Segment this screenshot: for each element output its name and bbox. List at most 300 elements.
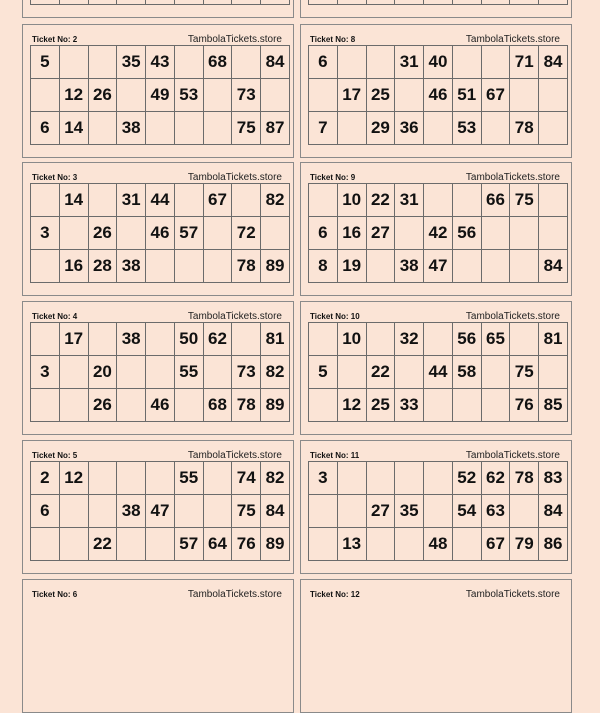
ticket-cell [31,184,60,217]
ticket-cell: 31 [395,46,424,79]
ticket-cell [452,528,481,561]
ticket-cell [309,323,338,356]
ticket-cell: 35 [395,495,424,528]
ticket-cell [117,0,146,5]
ticket-grid [30,183,290,283]
ticket-cell: 67 [481,528,510,561]
ticket-cell: 12 [59,462,88,495]
ticket-site-name: TambolaTickets.store [465,589,560,600]
ticket-cell [174,250,203,283]
tambola-ticket [300,162,572,296]
ticket-cell [452,184,481,217]
ticket-cell [203,495,232,528]
ticket-row [309,389,568,422]
ticket-cell: 5 [309,356,338,389]
ticket-cell: 22 [88,528,117,561]
ticket-cell: 55 [174,356,203,389]
ticket-cell [309,184,338,217]
ticket-cell: 44 [424,356,453,389]
ticket-cell [88,0,117,5]
tambola-ticket [300,579,572,713]
ticket-cell: 40 [424,46,453,79]
ticket-cell: 78 [232,389,261,422]
ticket-cell [337,46,366,79]
ticket-cell: 78 [510,112,539,145]
ticket-cell: 55 [174,462,203,495]
ticket-cell [203,250,232,283]
ticket-row [309,217,568,250]
ticket-cell: 75 [510,356,539,389]
ticket-cell [395,217,424,250]
ticket-cell: 87 [261,112,290,145]
ticket-cell [424,112,453,145]
ticket-cell [337,462,366,495]
ticket-cell: 6 [309,46,338,79]
ticket-cell: 68 [203,389,232,422]
ticket-cell: 26 [88,79,117,112]
ticket-cell: 46 [146,217,175,250]
ticket-cell: 13 [337,528,366,561]
ticket-cell: 75 [232,495,261,528]
ticket-cell [174,184,203,217]
ticket-row [309,250,568,283]
ticket-grid [30,45,290,145]
ticket-cell [424,184,453,217]
ticket-cell [510,217,539,250]
ticket-cell [146,0,175,5]
ticket-grid [308,45,568,145]
ticket-site-name: TambolaTickets.store [465,34,560,45]
ticket-header [32,587,286,601]
ticket-cell [395,0,424,5]
ticket-cell [174,112,203,145]
ticket-cell: 83 [539,462,568,495]
ticket-cell: 5 [31,46,60,79]
ticket-cell: 53 [174,79,203,112]
ticket-cell [59,356,88,389]
ticket-cell [395,462,424,495]
ticket-cell: 76 [232,528,261,561]
ticket-cell [395,356,424,389]
ticket-cell [424,323,453,356]
ticket-number: Ticket No: 6 [32,590,78,599]
ticket-cell [366,323,395,356]
ticket-number: Ticket No: 2 [32,35,78,44]
ticket-grid [30,322,290,422]
ticket-row [309,528,568,561]
ticket-cell [261,0,290,5]
ticket-cell [395,528,424,561]
ticket-cell: 26 [88,217,117,250]
ticket-header [32,309,286,323]
ticket-cell: 31 [395,184,424,217]
ticket-number: Ticket No: 3 [32,173,78,182]
ticket-cell: 16 [337,217,366,250]
ticket-grid [308,461,568,561]
ticket-cell [395,79,424,112]
ticket-site-name: TambolaTickets.store [187,450,282,461]
ticket-cell: 26 [88,389,117,422]
ticket-cell: 12 [59,79,88,112]
ticket-cell [88,323,117,356]
ticket-cell: 14 [59,184,88,217]
ticket-cell [424,462,453,495]
ticket-row [309,0,568,5]
ticket-cell: 6 [309,217,338,250]
ticket-row [309,112,568,145]
ticket-number: Ticket No: 8 [310,35,356,44]
ticket-cell: 89 [261,528,290,561]
ticket-cell: 29 [366,112,395,145]
ticket-cell [203,112,232,145]
ticket-cell: 82 [261,356,290,389]
ticket-cell: 3 [31,217,60,250]
ticket-cell: 54 [452,495,481,528]
ticket-row [31,0,290,5]
ticket-cell: 22 [366,356,395,389]
ticket-cell [424,0,453,5]
ticket-cell: 66 [481,184,510,217]
ticket-cell: 89 [261,250,290,283]
ticket-cell [232,184,261,217]
ticket-cell: 52 [452,462,481,495]
ticket-grid [30,461,290,561]
ticket-cell: 57 [174,217,203,250]
ticket-cell: 22 [366,184,395,217]
ticket-cell [146,462,175,495]
ticket-row [31,389,290,422]
ticket-cell: 84 [261,495,290,528]
ticket-cell [452,0,481,5]
ticket-cell [117,217,146,250]
ticket-cell [261,217,290,250]
ticket-cell [366,250,395,283]
ticket-cell [203,462,232,495]
ticket-cell [59,528,88,561]
ticket-cell [146,112,175,145]
ticket-site-name: TambolaTickets.store [187,311,282,322]
ticket-cell: 86 [539,528,568,561]
ticket-site-name: TambolaTickets.store [187,589,282,600]
ticket-cell: 14 [59,112,88,145]
ticket-cell: 53 [452,112,481,145]
ticket-row [31,495,290,528]
ticket-cell: 81 [261,323,290,356]
tambola-ticket [300,440,572,574]
ticket-cell: 74 [232,462,261,495]
ticket-row [31,356,290,389]
ticket-site-name: TambolaTickets.store [465,450,560,461]
ticket-cell [117,79,146,112]
ticket-cell: 84 [539,495,568,528]
ticket-cell [510,79,539,112]
ticket-row [31,79,290,112]
ticket-cell [309,389,338,422]
ticket-number: Ticket No: 4 [32,312,78,321]
ticket-site-name: TambolaTickets.store [187,34,282,45]
ticket-cell: 36 [395,112,424,145]
ticket-cell [203,0,232,5]
ticket-row [31,250,290,283]
ticket-cell [31,0,60,5]
ticket-cell: 50 [174,323,203,356]
ticket-cell: 67 [203,184,232,217]
ticket-cell [59,0,88,5]
ticket-header [32,448,286,462]
ticket-row [309,495,568,528]
ticket-cell: 85 [539,389,568,422]
ticket-grid [30,0,290,5]
ticket-cell [337,0,366,5]
ticket-cell [59,495,88,528]
ticket-cell [88,112,117,145]
ticket-cell: 56 [452,323,481,356]
ticket-cell [510,323,539,356]
ticket-cell [366,528,395,561]
ticket-cell: 67 [481,79,510,112]
ticket-row [309,46,568,79]
ticket-cell: 7 [309,112,338,145]
ticket-row [309,184,568,217]
ticket-header [310,448,564,462]
ticket-cell: 73 [232,79,261,112]
ticket-header [32,32,286,46]
ticket-cell: 81 [539,323,568,356]
ticket-cell: 6 [31,112,60,145]
ticket-site-name: TambolaTickets.store [187,172,282,183]
ticket-cell: 38 [395,250,424,283]
ticket-cell [203,217,232,250]
ticket-cell [539,184,568,217]
ticket-site-name: TambolaTickets.store [465,311,560,322]
ticket-cell [510,0,539,5]
ticket-cell: 3 [31,356,60,389]
ticket-cell: 65 [481,323,510,356]
ticket-cell [366,462,395,495]
ticket-cell: 10 [337,323,366,356]
ticket-cell [481,112,510,145]
ticket-cell [31,79,60,112]
ticket-cell [510,495,539,528]
ticket-cell [309,0,338,5]
ticket-cell: 25 [366,389,395,422]
ticket-header [310,170,564,184]
ticket-cell [174,0,203,5]
ticket-row [309,323,568,356]
ticket-cell [424,495,453,528]
ticket-site-name: TambolaTickets.store [465,172,560,183]
ticket-cell [261,79,290,112]
ticket-cell: 28 [88,250,117,283]
ticket-cell: 82 [261,184,290,217]
ticket-cell: 42 [424,217,453,250]
ticket-header [32,170,286,184]
ticket-number: Ticket No: 11 [310,451,360,460]
ticket-cell: 38 [117,323,146,356]
ticket-cell: 47 [424,250,453,283]
ticket-cell: 62 [203,323,232,356]
ticket-cell [203,79,232,112]
ticket-cell [424,389,453,422]
ticket-cell: 78 [232,250,261,283]
tambola-ticket [22,24,294,158]
ticket-row [309,79,568,112]
ticket-cell [366,0,395,5]
ticket-cell: 33 [395,389,424,422]
ticket-cell: 79 [510,528,539,561]
ticket-cell [174,389,203,422]
ticket-cell: 56 [452,217,481,250]
ticket-cell: 27 [366,495,395,528]
ticket-cell: 58 [452,356,481,389]
ticket-cell: 71 [510,46,539,79]
ticket-cell: 47 [146,495,175,528]
ticket-cell [309,79,338,112]
ticket-cell: 17 [337,79,366,112]
ticket-cell: 3 [309,462,338,495]
ticket-grid [308,183,568,283]
ticket-cell: 75 [510,184,539,217]
tambola-ticket [22,579,294,713]
ticket-number: Ticket No: 10 [310,312,360,321]
ticket-cell [309,495,338,528]
ticket-cell [452,250,481,283]
ticket-cell: 19 [337,250,366,283]
ticket-cell: 84 [539,46,568,79]
ticket-grid [308,322,568,422]
ticket-cell [88,495,117,528]
ticket-cell: 51 [452,79,481,112]
ticket-cell [88,184,117,217]
ticket-row [31,217,290,250]
ticket-row [31,323,290,356]
ticket-cell [539,112,568,145]
tambola-ticket [300,0,572,18]
ticket-cell [539,217,568,250]
ticket-cell [539,79,568,112]
ticket-cell [146,323,175,356]
ticket-cell: 10 [337,184,366,217]
ticket-cell [481,0,510,5]
tambola-ticket [22,301,294,435]
ticket-cell: 35 [117,46,146,79]
ticket-number: Ticket No: 12 [310,590,360,599]
tambola-ticket [22,0,294,18]
ticket-row [31,528,290,561]
ticket-cell [337,356,366,389]
ticket-cell [174,46,203,79]
ticket-cell: 76 [510,389,539,422]
ticket-cell: 38 [117,495,146,528]
ticket-cell [337,495,366,528]
ticket-header [310,587,564,601]
ticket-row [309,462,568,495]
ticket-cell [59,46,88,79]
ticket-cell: 64 [203,528,232,561]
tambola-ticket [300,24,572,158]
ticket-cell: 78 [510,462,539,495]
ticket-cell: 2 [31,462,60,495]
ticket-cell: 48 [424,528,453,561]
ticket-cell [174,495,203,528]
ticket-cell [452,46,481,79]
ticket-cell [337,112,366,145]
ticket-cell [117,356,146,389]
tambola-ticket [22,440,294,574]
tambola-ticket [300,301,572,435]
ticket-cell: 82 [261,462,290,495]
ticket-cell [146,250,175,283]
ticket-cell [59,217,88,250]
ticket-cell [481,46,510,79]
ticket-cell: 43 [146,46,175,79]
ticket-row [309,356,568,389]
ticket-cell: 62 [481,462,510,495]
ticket-row [31,462,290,495]
ticket-cell [481,250,510,283]
ticket-cell: 12 [337,389,366,422]
ticket-cell: 27 [366,217,395,250]
ticket-cell [117,528,146,561]
ticket-cell: 38 [117,250,146,283]
ticket-cell: 25 [366,79,395,112]
ticket-cell [146,528,175,561]
ticket-cell: 6 [31,495,60,528]
ticket-cell: 17 [59,323,88,356]
ticket-cell: 49 [146,79,175,112]
ticket-header [310,32,564,46]
ticket-cell [481,217,510,250]
ticket-cell [232,323,261,356]
ticket-cell [117,389,146,422]
tambola-ticket [22,162,294,296]
ticket-number: Ticket No: 9 [310,173,356,182]
ticket-cell: 89 [261,389,290,422]
ticket-cell: 68 [203,46,232,79]
ticket-cell [539,0,568,5]
ticket-cell [88,462,117,495]
ticket-cell: 72 [232,217,261,250]
ticket-cell: 84 [261,46,290,79]
ticket-row [31,112,290,145]
ticket-cell: 73 [232,356,261,389]
ticket-cell [31,528,60,561]
ticket-cell: 44 [146,184,175,217]
ticket-cell [88,46,117,79]
ticket-cell [232,0,261,5]
ticket-cell [481,356,510,389]
ticket-grid [308,0,568,5]
ticket-cell: 46 [146,389,175,422]
ticket-cell [31,389,60,422]
ticket-cell: 20 [88,356,117,389]
ticket-cell: 57 [174,528,203,561]
ticket-cell: 38 [117,112,146,145]
ticket-row [31,184,290,217]
ticket-cell [31,323,60,356]
ticket-cell [203,356,232,389]
ticket-cell [510,250,539,283]
ticket-cell: 84 [539,250,568,283]
ticket-header [310,309,564,323]
ticket-cell: 32 [395,323,424,356]
ticket-cell: 16 [59,250,88,283]
ticket-cell [59,389,88,422]
ticket-cell [539,356,568,389]
ticket-cell [146,356,175,389]
ticket-cell: 75 [232,112,261,145]
ticket-cell: 63 [481,495,510,528]
